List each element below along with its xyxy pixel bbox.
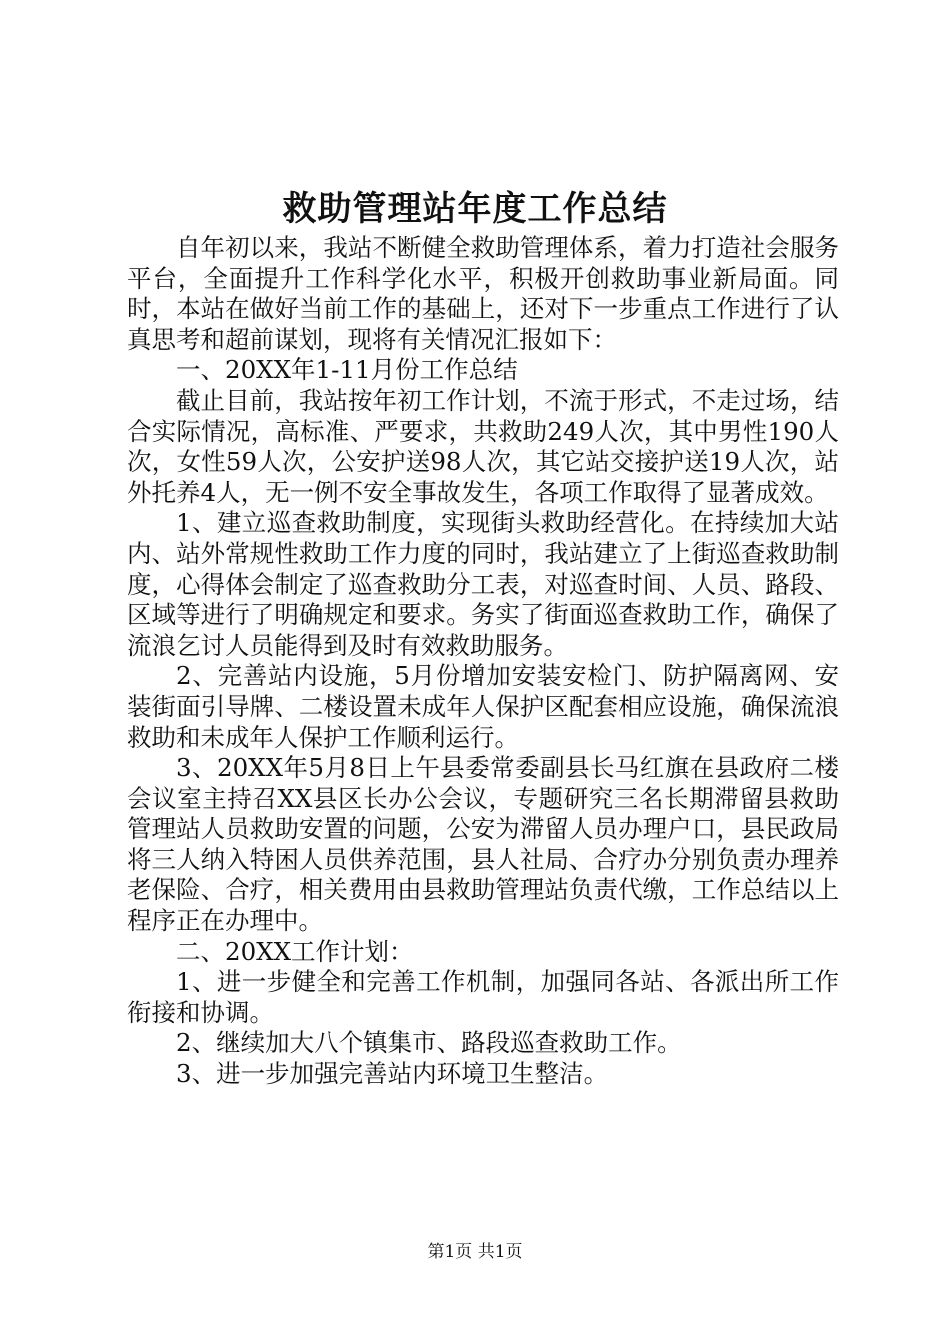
- paragraph-item-2: 2、完善站内设施，5月份增加安装安检门、防护隔离网、安装街面引导牌、二楼设置未成年人保护区配套相应设施，确保流浪救助和未成年人保护工作顺利运行。: [127, 661, 839, 752]
- paragraph-statistics: 截止目前，我站按年初工作计划，不流于形式，不走过场，结合实际情况，高标准、严要求，共救助249人次，其中男性190人次，女性59人次，公安护送98人次，其它站交接护送19人次，站外托养4人，无一例不安全事故发生，各项工作取得了显著成效。: [127, 385, 839, 507]
- section-heading-summary: 一、20XX年1-11月份工作总结: [176, 355, 518, 385]
- plan-item-3: 3、进一步加强完善站内环境卫生整洁。: [176, 1059, 609, 1089]
- document-title: 救助管理站年度工作总结: [282, 189, 668, 229]
- plan-item-1: 1、进一步健全和完善工作机制，加强同各站、各派出所工作衔接和协调。: [127, 967, 839, 1027]
- plan-item-2: 2、继续加大八个镇集市、路段巡查救助工作。: [176, 1028, 682, 1058]
- page-footer: 第1页 共1页: [427, 1242, 523, 1262]
- document-body: [127, 233, 839, 1090]
- paragraph-item-3: 3、20XX年5月8日上午县委常委副县长马红旗在县政府二楼会议室主持召XX县区长办公会议，专题研究三名长期滞留县救助管理站人员救助安置的问题，公安为滞留人员办理户口，县民政局将三人纳入特困人员供养范围，县人社局、合疗办分别负责办理养老保险、合疗，相关费用由县救助管理站负责代缴，工作总结以上程序正在办理中。: [127, 753, 839, 936]
- paragraph-item-1: 1、建立巡查救助制度，实现街头救助经营化。在持续加大站内、站外常规性救助工作力度的同时，我站建立了上街巡查救助制度，心得体会制定了巡查救助分工表，对巡查时间、人员、路段、区域等进行了明确规定和要求。务实了街面巡查救助工作，确保了流浪乞讨人员能得到及时有效救助服务。: [127, 508, 839, 660]
- paragraph-intro: 自年初以来，我站不断健全救助管理体系，着力打造社会服务平台，全面提升工作科学化水平，积极开创救助事业新局面。同时，本站在做好当前工作的基础上，还对下一步重点工作进行了认真思考和超前谋划，现将有关情况汇报如下：: [127, 233, 839, 354]
- section-heading-plan: 二、20XX工作计划：: [176, 936, 414, 966]
